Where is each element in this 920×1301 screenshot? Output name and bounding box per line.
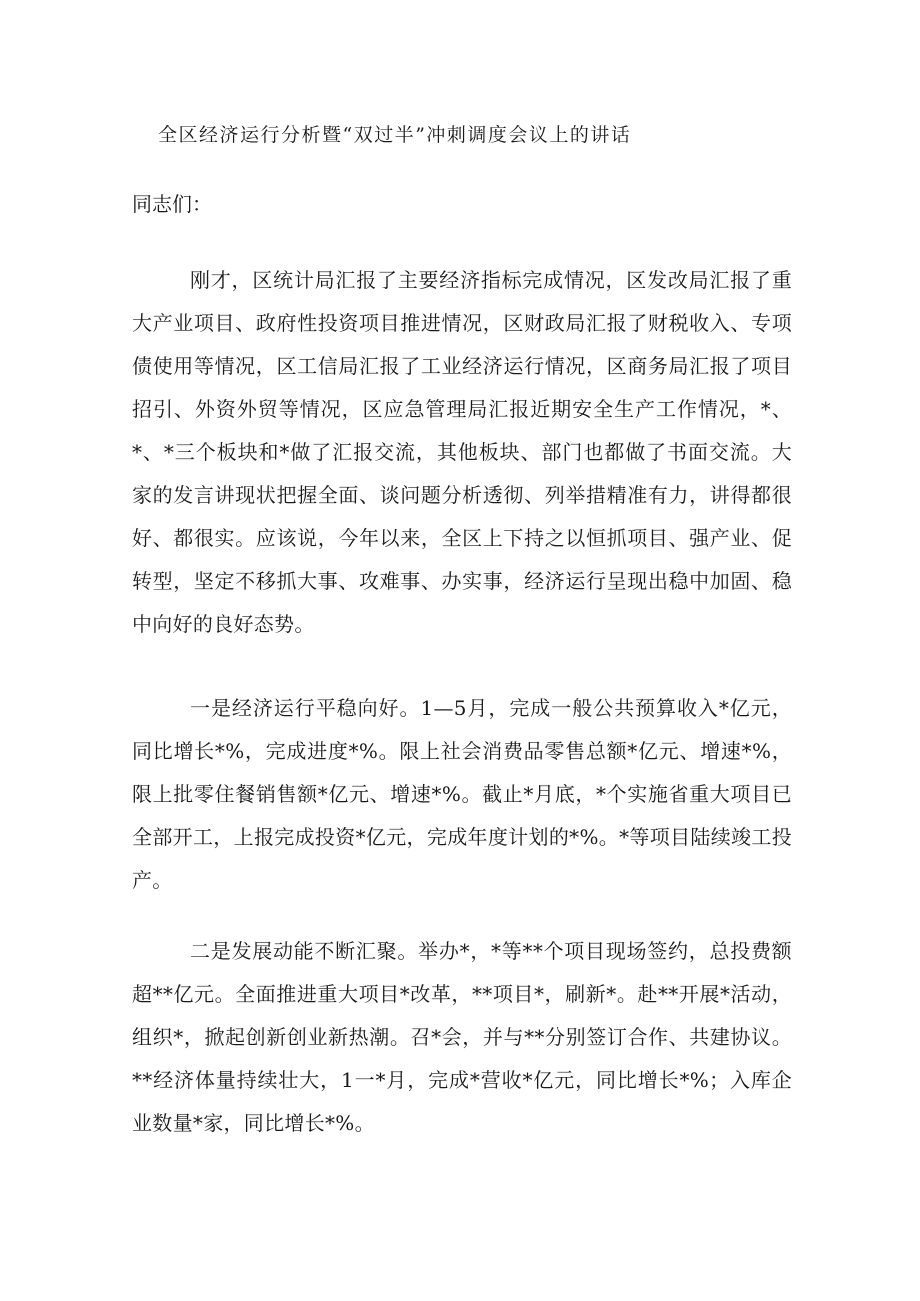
paragraph-opening: 刚才，区统计局汇报了主要经济指标完成情况，区发改局汇报了重大产业项目、政府性投资项目推进情况，区财政局汇报了财税收入、专项债使用等情况，区工信局汇报了工业经济运行情况，区商务局汇报了项目招引、外资外贸等情况，区应急管理局汇报近期安全生产工作情况，*、*、*三个板块和*做了汇报交流，其他板块、部门也都做了书面交流。大家的发言讲现状把握全面、谈问题分析透彻、列举措精准有力，讲得都很好、都很实。应该说，今年以来，全区上下持之以恒抓项目、强产业、促转型，坚定不移抓大事、攻难事、办实事，经济运行呈现出稳中加固、稳中向好的良好态势。	[132, 268, 792, 636]
document-title: 全区经济运行分析暨“双过半”冲刺调度会议上的讲话	[158, 124, 632, 146]
paragraph-economy: 一是经济运行平稳向好。1—5月，完成一般公共预算收入*亿元，同比增长*%，完成进度*%。限上社会消费品零售总额*亿元、增速*%，限上批零住餐销售额*亿元、增速*%。截止*月底，*个实施省重大项目已全部开工，上报完成投资*亿元，完成年度计划的*%。*等项目陆续竣工投产。	[132, 696, 792, 892]
salutation: 同志们：	[132, 192, 212, 216]
paragraph-momentum: 二是发展动能不断汇聚。举办*，*等**个项目现场签约，总投费额超**亿元。全面推进重大项目*改革，**项目*，刷新*。赴**开展*活动，组织*，掀起创新创业新热潮。召*会，并与**分别签订合作、共建协议。**经济体量持续壮大，1一*月，完成*营收*亿元，同比增长*%；入库企业数量*家，同比增长*%。	[132, 939, 792, 1135]
